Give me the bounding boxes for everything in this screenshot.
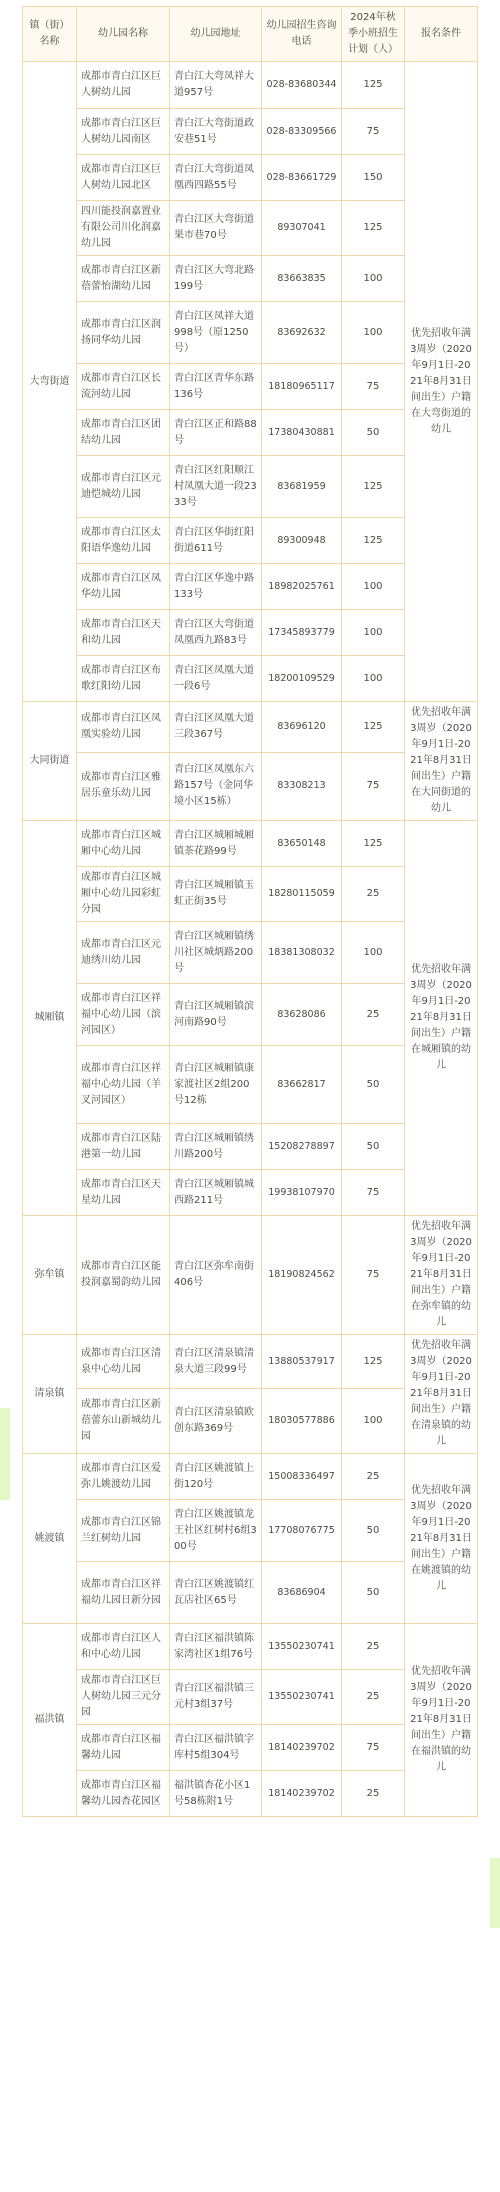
phone-number: 13550230741 — [262, 1670, 342, 1725]
header-town: 镇（街）名称 — [23, 7, 77, 62]
enrollment-plan: 25 — [342, 1454, 405, 1500]
kindergarten-address: 青白江区大弯北路199号 — [170, 256, 262, 302]
phone-number: 13880537917 — [262, 1335, 342, 1389]
phone-number: 83650148 — [262, 821, 342, 867]
enrollment-plan: 125 — [342, 456, 405, 518]
town-cell: 大弯街道 — [23, 62, 77, 702]
phone-number: 18200109529 — [262, 656, 342, 702]
kindergarten-name: 成都市青白江区太阳语华逸幼儿园 — [77, 518, 170, 564]
town-cell: 弥牟镇 — [23, 1216, 77, 1335]
enrollment-plan: 25 — [342, 1771, 405, 1817]
enrollment-plan: 125 — [342, 201, 405, 256]
kindergarten-name: 成都市青白江区天星幼儿园 — [77, 1170, 170, 1216]
condition-cell: 优先招收年满3周岁（2020年9月1日-2021年8月31日间出生）户籍在清泉镇的幼儿 — [405, 1335, 478, 1454]
town-cell: 大同街道 — [23, 702, 77, 821]
enrollment-plan: 100 — [342, 656, 405, 702]
kindergarten-name: 成都市青白江区新蓓蕾怡湖幼儿园 — [77, 256, 170, 302]
phone-number: 83686904 — [262, 1562, 342, 1624]
condition-cell: 优先招收年满3周岁（2020年9月1日-2021年8月31日间出生）户籍在姚渡镇的幼儿 — [405, 1454, 478, 1624]
phone-number: 18982025761 — [262, 564, 342, 610]
kindergarten-name: 成都市青白江区城厢中心幼儿园 — [77, 821, 170, 867]
kindergarten-address: 青白江区城厢镇滨河南路90号 — [170, 984, 262, 1046]
kindergarten-address: 青白江区红阳顺江村凤凰大道一段2333号 — [170, 456, 262, 518]
kindergarten-name: 成都市青白江区长流河幼儿园 — [77, 364, 170, 410]
enrollment-plan: 100 — [342, 1389, 405, 1454]
table-row — [23, 1454, 478, 1500]
decorative-stripe — [490, 1858, 500, 1928]
header-kindergarten-name: 幼儿园名称 — [77, 7, 170, 62]
enrollment-plan: 125 — [342, 821, 405, 867]
enrollment-plan: 125 — [342, 518, 405, 564]
kindergarten-address: 青白江区凤凰大道一段6号 — [170, 656, 262, 702]
kindergarten-name: 成都市青白江区祥福中心幼儿园（羊叉河园区） — [77, 1046, 170, 1124]
phone-number: 89300948 — [262, 518, 342, 564]
town-cell: 福洪镇 — [23, 1624, 77, 1817]
condition-cell: 优先招收年满3周岁（2020年9月1日-2021年8月31日间出生）户籍在大同街道的幼儿 — [405, 702, 478, 821]
table-row — [23, 821, 478, 867]
kindergarten-name: 成都市青白江区爱弥儿姚渡幼儿园 — [77, 1454, 170, 1500]
kindergarten-address: 青白江区城厢城厢镇茶花路99号 — [170, 821, 262, 867]
table-row — [23, 62, 478, 109]
phone-number: 83628086 — [262, 984, 342, 1046]
kindergarten-address: 青白江区青华东路136号 — [170, 364, 262, 410]
enrollment-plan: 50 — [342, 1046, 405, 1124]
kindergarten-name: 成都市青白江区布歌红阳幼儿园 — [77, 656, 170, 702]
kindergarten-address: 青白江区大弯街道果市巷70号 — [170, 201, 262, 256]
table-body — [23, 62, 478, 1817]
phone-number: 83663835 — [262, 256, 342, 302]
phone-number: 18140239702 — [262, 1725, 342, 1771]
header-condition: 报名条件 — [405, 7, 478, 62]
kindergarten-address: 青白江区福洪镇三元村3组37号 — [170, 1670, 262, 1725]
kindergarten-address: 青白江区福洪镇陈家湾社区1组76号 — [170, 1624, 262, 1670]
kindergarten-name: 成都市青白江区天和幼儿园 — [77, 610, 170, 656]
kindergarten-address: 青白江区凤凰东六路157号（金同华境小区15栋） — [170, 752, 262, 820]
kindergarten-name: 成都市青白江区巨人树幼儿园三元分园 — [77, 1670, 170, 1725]
kindergarten-address: 青白江区城厢镇绣川社区城炳路200号 — [170, 922, 262, 984]
kindergarten-name: 成都市青白江区凤华幼儿园 — [77, 564, 170, 610]
phone-number: 028-83661729 — [262, 155, 342, 201]
kindergarten-address: 青白江区正和路88号 — [170, 410, 262, 456]
kindergarten-address: 青白江区姚渡镇上街120号 — [170, 1454, 262, 1500]
table-row — [23, 1624, 478, 1670]
kindergarten-address: 青白江区城厢镇康家渡社区2组200号12栋 — [170, 1046, 262, 1124]
kindergarten-address: 青白江区华街红阳街道611号 — [170, 518, 262, 564]
enrollment-plan: 125 — [342, 1335, 405, 1389]
kindergarten-address: 青白江区姚渡镇龙王社区红树村6组300号 — [170, 1500, 262, 1562]
enrollment-plan: 75 — [342, 109, 405, 155]
kindergarten-name: 成都市青白江区雅居乐童乐幼儿园 — [77, 752, 170, 820]
kindergarten-name: 成都市青白江区巨人树幼儿园北区 — [77, 155, 170, 201]
phone-number: 18280115059 — [262, 867, 342, 922]
enrollment-plan: 75 — [342, 1216, 405, 1335]
condition-cell: 优先招收年满3周岁（2020年9月1日-2021年8月31日间出生）户籍在大弯街道的幼儿 — [405, 62, 478, 702]
kindergarten-name: 成都市青白江区巨人树幼儿园 — [77, 62, 170, 109]
table-header-row — [23, 7, 478, 62]
phone-number: 028-83309566 — [262, 109, 342, 155]
enrollment-plan: 75 — [342, 364, 405, 410]
phone-number: 83681959 — [262, 456, 342, 518]
kindergarten-address: 青白江区清泉镇清泉大道三段99号 — [170, 1335, 262, 1389]
enrollment-plan: 100 — [342, 610, 405, 656]
condition-cell: 优先招收年满3周岁（2020年9月1日-2021年8月31日间出生）户籍在弥牟镇的幼儿 — [405, 1216, 478, 1335]
kindergarten-name: 成都市青白江区祥福中心幼儿园（滨河园区） — [77, 984, 170, 1046]
kindergarten-address: 福洪镇杏花小区1号58栋附1号 — [170, 1771, 262, 1817]
phone-number: 83662817 — [262, 1046, 342, 1124]
kindergarten-address: 青白江区弥牟南街406号 — [170, 1216, 262, 1335]
enrollment-plan: 100 — [342, 256, 405, 302]
phone-number: 83308213 — [262, 752, 342, 820]
enrollment-plan: 150 — [342, 155, 405, 201]
kindergarten-name: 成都市青白江区人和中心幼儿园 — [77, 1624, 170, 1670]
town-cell: 清泉镇 — [23, 1335, 77, 1454]
phone-number: 18180965117 — [262, 364, 342, 410]
enrollment-plan: 125 — [342, 62, 405, 109]
kindergarten-address: 青白江区福洪镇字库村5组304号 — [170, 1725, 262, 1771]
table-row — [23, 1335, 478, 1389]
kindergarten-address: 青白江大弯凤祥大道957号 — [170, 62, 262, 109]
town-cell: 城厢镇 — [23, 821, 77, 1216]
phone-number: 18030577886 — [262, 1389, 342, 1454]
phone-number: 15208278897 — [262, 1124, 342, 1170]
enrollment-plan: 75 — [342, 752, 405, 820]
kindergarten-name: 成都市青白江区城厢中心幼儿园彩虹分园 — [77, 867, 170, 922]
table-row — [23, 702, 478, 753]
enrollment-plan: 50 — [342, 1562, 405, 1624]
kindergarten-address: 青白江区凤凰大道三段367号 — [170, 702, 262, 753]
kindergarten-name: 成都市青白江区能投润嘉蜀韵幼儿园 — [77, 1216, 170, 1335]
kindergarten-name: 成都市青白江区陆港第一幼儿园 — [77, 1124, 170, 1170]
kindergarten-name: 成都市青白江区福馨幼儿园 — [77, 1725, 170, 1771]
kindergarten-name: 成都市青白江区团结幼儿园 — [77, 410, 170, 456]
kindergarten-address: 青白江区大弯街道凤凰西九路83号 — [170, 610, 262, 656]
town-cell: 姚渡镇 — [23, 1454, 77, 1624]
enrollment-plan: 25 — [342, 1624, 405, 1670]
enrollment-plan: 50 — [342, 410, 405, 456]
enrollment-plan: 100 — [342, 922, 405, 984]
header-plan: 2024年秋季小班招生计划（人） — [342, 7, 405, 62]
phone-number: 15008336497 — [262, 1454, 342, 1500]
kindergarten-address: 青白江区城厢镇玉虹正街35号 — [170, 867, 262, 922]
kindergarten-address: 青白江区城厢镇城西路211号 — [170, 1170, 262, 1216]
kindergarten-name: 成都市青白江区祥福幼儿园日新分园 — [77, 1562, 170, 1624]
kindergarten-address: 青白江区凤祥大道998号（原1250号） — [170, 302, 262, 364]
kindergarten-address: 青白江区清泉镇欧创东路369号 — [170, 1389, 262, 1454]
phone-number: 17380430881 — [262, 410, 342, 456]
kindergarten-address: 青白江大弯街道凤凰西四路55号 — [170, 155, 262, 201]
enrollment-plan: 125 — [342, 702, 405, 753]
enrollment-plan: 50 — [342, 1124, 405, 1170]
phone-number: 83696120 — [262, 702, 342, 753]
condition-cell: 优先招收年满3周岁（2020年9月1日-2021年8月31日间出生）户籍在福洪镇的幼儿 — [405, 1624, 478, 1817]
phone-number: 18381308032 — [262, 922, 342, 984]
phone-number: 17345893779 — [262, 610, 342, 656]
phone-number: 17708076775 — [262, 1500, 342, 1562]
kindergarten-name: 四川能投润嘉置业有限公司川化润嘉幼儿园 — [77, 201, 170, 256]
phone-number: 83692632 — [262, 302, 342, 364]
kindergarten-name: 成都市青白江区元迪绣川幼儿园 — [77, 922, 170, 984]
kindergarten-name: 成都市青白江区新蓓蕾东山新城幼儿园 — [77, 1389, 170, 1454]
kindergarten-address: 青白江区城厢镇绣川路200号 — [170, 1124, 262, 1170]
kindergarten-name: 成都市青白江区元迪恺城幼儿园 — [77, 456, 170, 518]
kindergarten-name: 成都市青白江区凤凰实验幼儿园 — [77, 702, 170, 753]
enrollment-plan: 25 — [342, 867, 405, 922]
kindergarten-address: 青白江大弯街道政安巷51号 — [170, 109, 262, 155]
enrollment-plan: 75 — [342, 1725, 405, 1771]
enrollment-plan: 75 — [342, 1170, 405, 1216]
condition-cell: 优先招收年满3周岁（2020年9月1日-2021年8月31日间出生）户籍在城厢镇的幼儿 — [405, 821, 478, 1216]
kindergarten-address: 青白江区姚渡镇红瓦店社区65号 — [170, 1562, 262, 1624]
phone-number: 89307041 — [262, 201, 342, 256]
phone-number: 18140239702 — [262, 1771, 342, 1817]
phone-number: 13550230741 — [262, 1624, 342, 1670]
enrollment-table — [22, 6, 478, 1817]
kindergarten-name: 成都市青白江区清泉中心幼儿园 — [77, 1335, 170, 1389]
enrollment-plan: 25 — [342, 984, 405, 1046]
kindergarten-name: 成都市青白江区巨人树幼儿园南区 — [77, 109, 170, 155]
decorative-stripe — [0, 1408, 10, 1500]
phone-number: 18190824562 — [262, 1216, 342, 1335]
table-row — [23, 1216, 478, 1335]
header-phone: 幼儿园招生咨询电话 — [262, 7, 342, 62]
phone-number: 028-83680344 — [262, 62, 342, 109]
enrollment-plan: 50 — [342, 1500, 405, 1562]
kindergarten-name: 成都市青白江区锦兰红树幼儿园 — [77, 1500, 170, 1562]
header-address: 幼儿园地址 — [170, 7, 262, 62]
enrollment-plan: 25 — [342, 1670, 405, 1725]
enrollment-plan: 100 — [342, 302, 405, 364]
kindergarten-address: 青白江区华逸中路133号 — [170, 564, 262, 610]
enrollment-plan: 100 — [342, 564, 405, 610]
kindergarten-name: 成都市青白江区福馨幼儿园杏花园区 — [77, 1771, 170, 1817]
phone-number: 19938107970 — [262, 1170, 342, 1216]
kindergarten-name: 成都市青白江区润扬同华幼儿园 — [77, 302, 170, 364]
